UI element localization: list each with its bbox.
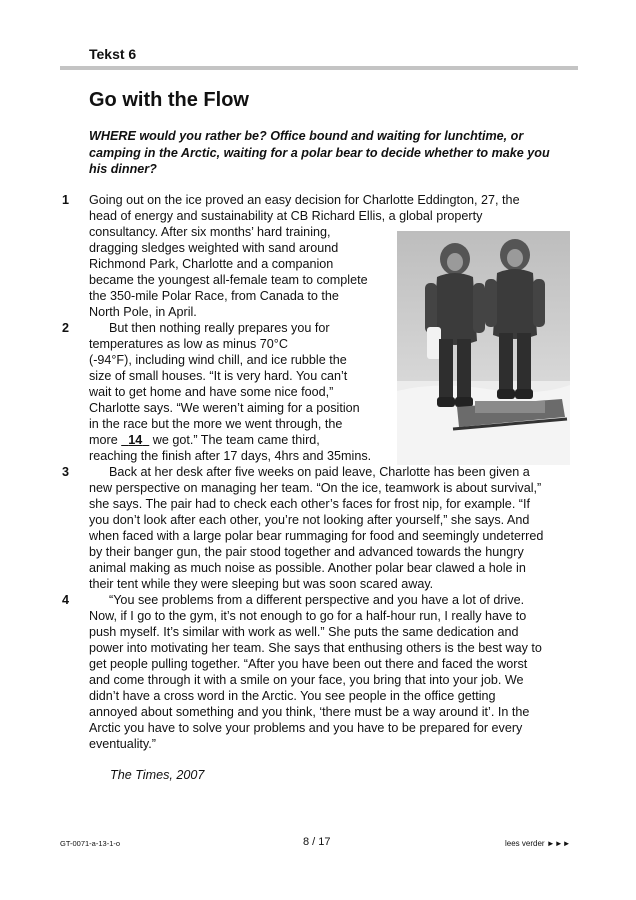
body-line: head of energy and sustainability at CB Richard Ellis, a global property bbox=[89, 209, 483, 223]
paragraph-number-2: 2 bbox=[62, 321, 70, 335]
body-line: North Pole, in April. bbox=[89, 305, 197, 319]
body-line: became the youngest all-female team to complete bbox=[89, 273, 368, 287]
body-line: “You see problems from a different perspective and you have a lot of drive. bbox=[109, 593, 525, 607]
body-line: Now, if I go to the gym, it’s not enough to go for a half-hour run, I really have to bbox=[89, 609, 527, 623]
body-line: consultancy. After six months’ hard training, bbox=[89, 225, 331, 239]
body-line-with-gap bbox=[89, 432, 320, 448]
body-line: in the race but the more we went through, the bbox=[89, 417, 343, 431]
body-line: eventuality.” bbox=[89, 737, 156, 751]
body-line: dragging sledges weighted with sand around bbox=[89, 241, 339, 255]
body-line: their tent while they were sleeping but was soon scared away. bbox=[89, 577, 434, 591]
section-label: Tekst 6 bbox=[89, 46, 137, 62]
gap-number: 14 bbox=[128, 433, 143, 447]
header-divider bbox=[60, 66, 578, 70]
body-line: when faced with a large polar bear rummaging for food and seemingly undeterred bbox=[89, 529, 544, 543]
article-source: The Times, 2007 bbox=[110, 768, 205, 782]
body-line: reaching the finish after 17 days, 4hrs and 35mins. bbox=[89, 449, 372, 463]
body-line: new perspective on managing her team. “On the ice, teamwork is about survival,” bbox=[89, 481, 542, 495]
article-title: Go with the Flow bbox=[89, 89, 249, 111]
paragraph-number-4: 4 bbox=[62, 593, 70, 607]
body-line: temperatures as low as minus 70°C bbox=[89, 337, 288, 351]
body-line: didn’t have a cross word in the Arctic. You see people in the office getting bbox=[89, 689, 496, 703]
body-line: the 350-mile Polar Race, from Canada to the bbox=[89, 289, 339, 303]
exam-code: GT-0071-a-13-1-o bbox=[60, 839, 121, 848]
paragraph-number-1: 1 bbox=[62, 193, 70, 207]
body-line: Arctic you have to solve your problems and you have to be prepared for every bbox=[89, 721, 523, 735]
page-number: 8 / 17 bbox=[303, 836, 331, 848]
body-line-start: more bbox=[89, 433, 118, 447]
body-line: animal making as much noise as possible. Another polar bear clawed a hole in bbox=[89, 561, 526, 575]
body-line: and come through it with a smile on your face, you bring that into your job. We bbox=[89, 673, 524, 687]
body-line: Going out on the ice proved an easy decision for Charlotte Eddington, 27, the bbox=[89, 193, 520, 207]
body-line: Richmond Park, Charlotte and a companion bbox=[89, 257, 334, 271]
body-line: (-94°F), including wind chill, and ice rubble the bbox=[89, 353, 347, 367]
body-line: power into motivating her team. She says that enthusing others is the best way to bbox=[89, 641, 542, 655]
body-line: push myself. It’s similar with work as well.” She puts the same dedication and bbox=[89, 625, 519, 639]
body-line: size of small houses. “It is very hard. You can’t bbox=[89, 369, 348, 383]
body-line: by their banger gun, the pair stood together and advanced towards the hungry bbox=[89, 545, 524, 559]
article-intro: WHERE would you rather be? Office bound and waiting for lunchtime, or camping in the Arctic, waiting for a polar bear to decide whether to make you his dinner? bbox=[89, 129, 550, 176]
body-line: she says. The pair had to check each other’s faces for frost nip, for example. “If bbox=[89, 497, 531, 511]
explorers-photo bbox=[397, 231, 570, 465]
gap-14 bbox=[121, 433, 149, 447]
body-line: you don’t look after each other, you’re not looking after yourself,” she says. And bbox=[89, 513, 530, 527]
body-line: Back at her desk after five weeks on paid leave, Charlotte has been given a bbox=[109, 465, 530, 479]
body-line: But then nothing really prepares you for bbox=[109, 321, 330, 335]
paragraph-number-3: 3 bbox=[62, 465, 70, 479]
body-line: wait to get home and have some nice food,” bbox=[89, 385, 334, 399]
body-line: Charlotte says. “We weren’t aiming for a position bbox=[89, 401, 360, 415]
body-line-end: we got.” The team came third, bbox=[152, 433, 320, 447]
body-line: annoyed about something and you think, ‘there must be a way around it’. In the bbox=[89, 705, 530, 719]
body-line: get people pulling together. “After you have been out there and faced the worst bbox=[89, 657, 528, 671]
continue-label: lees verder ►►► bbox=[505, 839, 571, 848]
explorers-illustration bbox=[397, 231, 570, 465]
